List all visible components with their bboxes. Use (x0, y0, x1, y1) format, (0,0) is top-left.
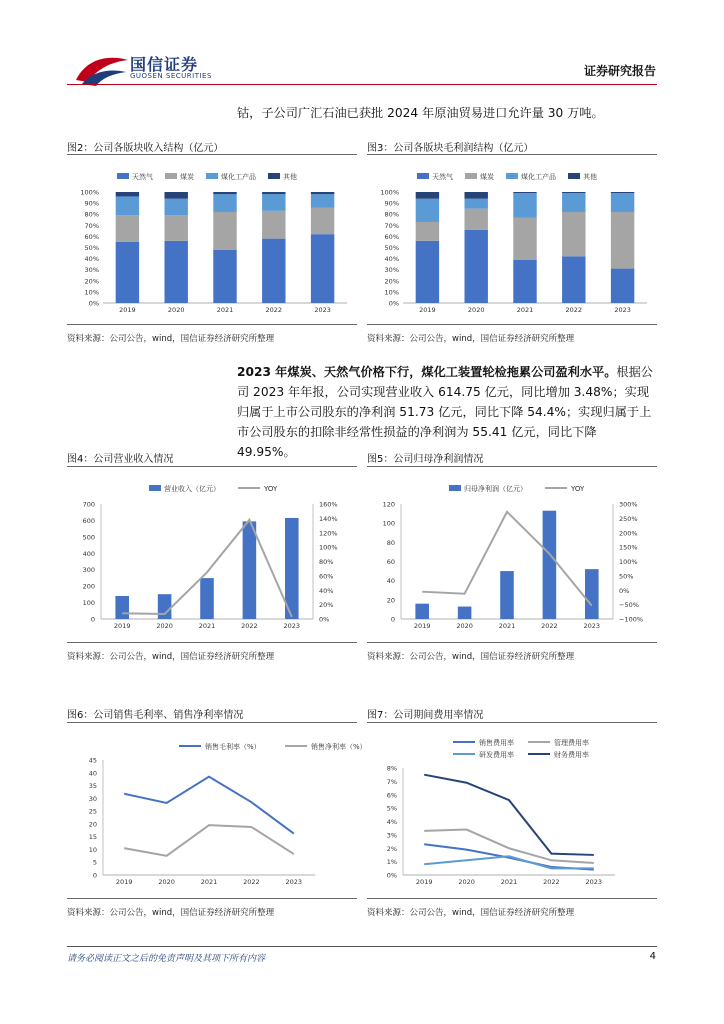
bar-2-2 (513, 193, 536, 217)
legend-swatch-1 (465, 173, 477, 179)
bar-2-1 (164, 199, 187, 216)
bar-3-0 (416, 192, 439, 199)
legend-label-1: 财务费用率 (554, 751, 589, 759)
legend-swatch-1 (165, 173, 177, 179)
x-tick-label: 2021 (500, 878, 518, 886)
fig3-title-rule (367, 154, 657, 155)
y-tick-label: 40 (386, 577, 395, 586)
legend-swatch-2 (506, 173, 518, 179)
y-tick-label: 0 (390, 615, 395, 624)
y2-tick-label: −100% (619, 615, 644, 624)
bar-3 (243, 521, 257, 619)
y-tick-label: 100% (80, 188, 99, 197)
x-tick-label: 2020 (156, 622, 173, 630)
legend-label-0: 营业收入（亿元） (164, 485, 220, 493)
y-tick-label: 70% (84, 221, 99, 230)
bar-0-1 (164, 241, 187, 303)
legend-label-1: 销售净利率（%） (311, 743, 367, 751)
y2-tick-label: 140% (319, 514, 338, 523)
bar-2-3 (562, 193, 585, 212)
series-line-3 (424, 775, 594, 855)
bar-2-3 (262, 194, 285, 211)
fig7-source: 资料来源：公司公告，wind，国信证券经济研究所整理 (367, 908, 575, 918)
y-tick-label: 80 (386, 538, 395, 547)
y-tick-label: 80% (384, 210, 399, 219)
legend-label-0: 归母净利润（亿元） (464, 485, 527, 493)
fig2-chart (67, 158, 357, 316)
x-tick-label: 2021 (516, 306, 534, 314)
bar-1-3 (562, 212, 585, 256)
bar-2-0 (416, 199, 439, 222)
legend-swatch-0 (117, 173, 129, 179)
guosen-logo (72, 50, 132, 86)
y-tick-label: 20 (88, 820, 97, 829)
legend-label-0: 天然气 (132, 173, 153, 181)
y-tick-label: 45 (88, 756, 97, 765)
fig3-chart (367, 158, 657, 316)
y-tick-label: 90% (384, 199, 399, 208)
fig5-chart (367, 474, 657, 636)
y-tick-label: 90% (84, 199, 99, 208)
legend-label-1: 煤炭 (180, 173, 194, 181)
y-tick-label: 20% (384, 277, 399, 286)
y-tick-label: 0 (90, 615, 95, 624)
fig5-title-rule (367, 466, 657, 467)
y-tick-label: 0 (92, 871, 97, 880)
fig5-title: 图5：公司归母净利润情况 (367, 454, 484, 465)
x-tick-label: 2019 (119, 306, 136, 314)
y-tick-label: 60% (84, 232, 99, 241)
bar-3-0 (116, 192, 139, 196)
y2-tick-label: 40% (319, 586, 334, 595)
fig6-bottom-rule (67, 898, 357, 899)
bar-1-3 (262, 211, 285, 239)
y-tick-label: 0% (388, 299, 399, 308)
bar-0-1 (464, 230, 487, 303)
bar-1-4 (611, 212, 634, 269)
y2-tick-label: 20% (319, 601, 334, 610)
bar-3 (543, 511, 557, 619)
y-tick-label: 40% (84, 255, 99, 264)
legend-label-0: 研发费用率 (479, 751, 514, 759)
bar-2-0 (116, 196, 139, 215)
x-tick-label: 2019 (415, 878, 433, 886)
x-tick-label: 2022 (241, 622, 258, 630)
y-tick-label: 60 (386, 558, 395, 566)
fig4-chart (67, 474, 357, 636)
y-tick-label: 10% (384, 288, 399, 297)
y2-tick-label: 200% (619, 529, 638, 538)
fig6-source: 资料来源：公司公告，wind，国信证券经济研究所整理 (67, 908, 275, 918)
x-tick-label: 2023 (283, 622, 301, 630)
fig5-bottom-rule (367, 642, 657, 643)
y2-tick-label: 250% (619, 514, 638, 523)
intro-paragraph: 钴，子公司广汇石油已获批 2024 年原油贸易进口允许量 30 万吨。 (237, 106, 604, 120)
y-tick-label: 0% (386, 871, 397, 880)
body-paragraph (237, 362, 657, 462)
bar-3-3 (562, 192, 585, 193)
x-tick-label: 2020 (158, 878, 175, 886)
y2-tick-label: 300% (619, 500, 638, 509)
legend-swatch-2 (206, 173, 218, 179)
company-name-cn: 国信证券 (130, 55, 199, 74)
bar-0 (415, 604, 429, 619)
legend-label-0: 销售费用率 (479, 739, 514, 747)
y2-tick-label: 100% (619, 558, 638, 566)
fig7-bottom-rule (367, 898, 657, 899)
bar-2-4 (611, 193, 634, 212)
y-tick-label: 1% (386, 858, 397, 867)
bar-2 (500, 571, 514, 619)
bar-0-3 (562, 256, 585, 303)
body-paragraph-text: 根据公司 2023 年年报，公司实现营业收入 614.75 亿元，同比增加 3.48%；实现归属于上市公司股东的净利润 51.73 亿元，同比下降 54.4%；实现归属于上市公司股东的扣除非经常性损益的净利润为 55.41 亿元，同比下降 49.95%。 (237, 365, 653, 459)
y-tick-label: 20 (386, 596, 395, 605)
bar-1-2 (213, 212, 236, 250)
y2-tick-label: 0% (619, 586, 630, 595)
legend-label-1: YOY (264, 485, 278, 493)
legend-swatch-3 (568, 173, 580, 179)
y-tick-label: 3% (386, 831, 397, 840)
company-name-en: GUOSEN SECURITIES (130, 72, 212, 80)
x-tick-label: 2019 (413, 622, 431, 630)
y-tick-label: 10 (88, 845, 97, 854)
x-tick-label: 2023 (285, 878, 303, 886)
x-tick-label: 2020 (456, 622, 473, 630)
bar-1 (458, 607, 472, 619)
bar-0-0 (116, 242, 139, 303)
bar-3-4 (311, 192, 334, 194)
legend-label-0: 天然气 (432, 173, 453, 181)
legend-label-0: 销售毛利率（%） (205, 743, 261, 751)
footer-divider (67, 946, 657, 947)
y-tick-label: 20% (84, 277, 99, 286)
bar-0-0 (416, 241, 439, 303)
fig4-title-rule (67, 466, 357, 467)
fig3-bottom-rule (367, 324, 657, 325)
bar-1-1 (164, 215, 187, 241)
y2-tick-label: 80% (319, 558, 334, 566)
x-tick-label: 2022 (243, 878, 260, 886)
bar-3-3 (262, 192, 285, 194)
bar-0-3 (262, 239, 285, 303)
y-tick-label: 40% (384, 255, 399, 264)
fig4-title: 图4：公司营业收入情况 (67, 454, 174, 465)
x-tick-label: 2020 (167, 306, 185, 314)
bar-2 (200, 578, 214, 619)
legend-swatch-3 (268, 173, 280, 179)
y-tick-label: 30 (88, 794, 97, 803)
y-tick-label: 30% (84, 266, 99, 275)
fig3-source: 资料来源：公司公告，wind，国信证券经济研究所整理 (367, 334, 575, 344)
x-tick-label: 2021 (198, 622, 216, 630)
y2-tick-label: −50% (619, 601, 639, 610)
y-tick-label: 100% (380, 188, 399, 197)
bar-1-0 (416, 222, 439, 241)
body-paragraph-lead: 2023 年煤炭、天然气价格下行，煤化工装置轮检拖累公司盈利水平。 (237, 365, 617, 379)
y-tick-label: 300 (82, 566, 95, 575)
fig2-title: 图2：公司各版块收入结构（亿元） (67, 143, 224, 154)
fig7-chart (367, 730, 657, 892)
fig7-title: 图7：公司期间费用率情况 (367, 710, 484, 721)
y-tick-label: 700 (82, 500, 95, 509)
y-tick-label: 8% (386, 764, 397, 773)
y-tick-label: 5 (92, 858, 97, 867)
y2-tick-label: 160% (319, 500, 338, 509)
x-tick-label: 2019 (113, 622, 131, 630)
bar-3-2 (213, 192, 236, 194)
y-tick-label: 30% (384, 266, 399, 275)
x-tick-label: 2019 (115, 878, 133, 886)
x-tick-label: 2020 (467, 306, 485, 314)
footer-disclaimer: 请务必阅读正文之后的免责声明及其项下所有内容 (67, 954, 266, 964)
y-tick-label: 100 (82, 599, 95, 608)
fig2-title-rule (67, 154, 357, 155)
legend-label-1: 煤炭 (480, 173, 494, 181)
x-tick-label: 2022 (565, 306, 583, 314)
y-tick-label: 15 (88, 833, 97, 842)
x-tick-label: 2022 (265, 306, 283, 314)
y-tick-label: 7% (386, 777, 397, 786)
bar-0 (115, 596, 129, 619)
bar-1-1 (464, 209, 487, 230)
page-number: 4 (649, 951, 656, 962)
y-tick-label: 5% (386, 804, 397, 813)
x-tick-label: 2023 (614, 306, 631, 314)
x-tick-label: 2019 (419, 306, 436, 314)
y2-tick-label: 100% (319, 543, 338, 552)
y-tick-label: 500 (82, 533, 95, 542)
y-tick-label: 4% (386, 818, 397, 826)
x-tick-label: 2023 (585, 878, 603, 886)
y-tick-label: 50% (384, 244, 399, 252)
y-tick-label: 120 (382, 500, 395, 509)
bar-1-0 (116, 215, 139, 242)
y2-tick-label: 150% (619, 543, 638, 552)
y-tick-label: 2% (386, 844, 397, 853)
legend-label-1: 管理费用率 (554, 739, 589, 747)
legend-swatch-0 (449, 485, 461, 491)
legend-swatch-0 (149, 485, 161, 491)
fig6-title: 图6：公司销售毛利率、销售净利率情况 (67, 710, 244, 721)
y-tick-label: 200 (82, 582, 95, 591)
y-tick-label: 400 (82, 549, 95, 558)
y-tick-label: 25 (88, 807, 97, 816)
report-type-label: 证券研究报告 (583, 64, 656, 78)
y-tick-label: 10% (84, 288, 99, 297)
fig4-bottom-rule (67, 642, 357, 643)
bar-3-4 (611, 192, 634, 193)
x-tick-label: 2021 (498, 622, 516, 630)
legend-label-2: 煤化工产品 (521, 173, 556, 181)
header-divider (67, 84, 657, 85)
x-tick-label: 2023 (583, 622, 601, 630)
legend-label-3: 其他 (583, 173, 597, 181)
bar-3-1 (464, 192, 487, 199)
legend-swatch-0 (417, 173, 429, 179)
y-tick-label: 80% (84, 210, 99, 219)
x-tick-label: 2021 (216, 306, 234, 314)
y2-tick-label: 50% (619, 572, 634, 581)
y2-tick-label: 0% (319, 615, 330, 624)
x-tick-label: 2022 (541, 622, 558, 630)
fig6-title-rule (67, 722, 357, 723)
y-tick-label: 70% (384, 221, 399, 230)
fig4-source: 资料来源：公司公告，wind，国信证券经济研究所整理 (67, 652, 275, 662)
legend-label-1: YOY (571, 485, 585, 493)
bar-1 (158, 594, 172, 619)
fig5-source: 资料来源：公司公告，wind，国信证券经济研究所整理 (367, 652, 575, 662)
bar-1-2 (513, 218, 536, 260)
y2-tick-label: 60% (319, 572, 334, 581)
bar-3-2 (513, 192, 536, 193)
page-header (0, 0, 724, 95)
bar-2-2 (213, 194, 236, 212)
bar-0-2 (513, 260, 536, 303)
legend-label-2: 煤化工产品 (221, 173, 256, 181)
y-tick-label: 50% (84, 244, 99, 252)
series-line-1 (124, 825, 294, 856)
bar-0-2 (213, 250, 236, 303)
fig2-source: 资料来源：公司公告，wind，国信证券经济研究所整理 (67, 334, 275, 344)
bar-2-1 (464, 199, 487, 209)
y-tick-label: 600 (82, 516, 95, 525)
x-tick-label: 2021 (200, 878, 218, 886)
fig7-title-rule (367, 722, 657, 723)
fig2-bottom-rule (67, 324, 357, 325)
bar-0-4 (611, 269, 634, 303)
bar-1-4 (311, 208, 334, 235)
bar-0-4 (311, 234, 334, 303)
y-tick-label: 100 (382, 519, 395, 528)
bar-3-1 (164, 192, 187, 199)
x-tick-label: 2020 (458, 878, 475, 886)
x-tick-label: 2022 (543, 878, 560, 886)
legend-label-3: 其他 (283, 173, 297, 181)
y-tick-label: 35 (88, 782, 97, 791)
fig3-title: 图3：公司各版块毛利润结构（亿元） (367, 143, 534, 154)
y-tick-label: 6% (386, 791, 397, 800)
bar-2-4 (311, 194, 334, 207)
fig6-chart (67, 730, 367, 892)
x-tick-label: 2023 (314, 306, 331, 314)
y2-tick-label: 120% (319, 529, 338, 538)
y-tick-label: 40 (88, 769, 97, 778)
y-tick-label: 60% (384, 232, 399, 241)
bar-4 (585, 569, 599, 619)
y-tick-label: 0% (88, 299, 99, 308)
